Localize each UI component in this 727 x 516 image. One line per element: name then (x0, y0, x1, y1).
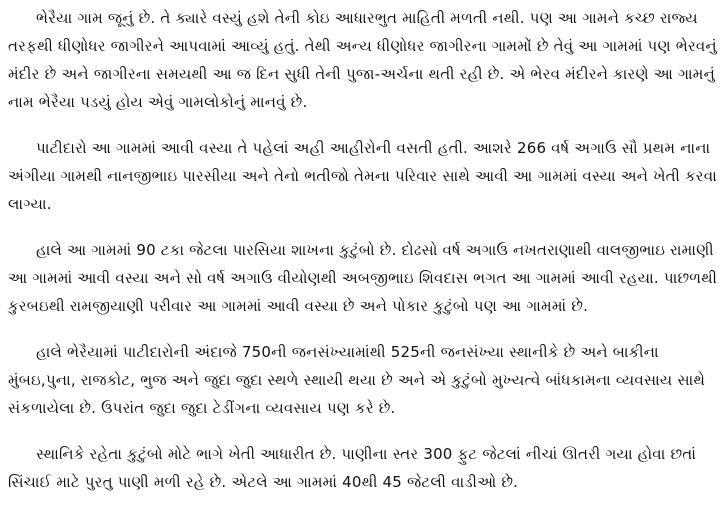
paragraph-4: હાલે ભેરૈયામાં પાટીદારોની અંદાજે 750ની જનસંખ્યામાંથી 525ની જનસંખ્યા સ્થાનીકે છે અને બાકીના મુંબઇ,પુના, રાજકોટ, ભુજ અને જુદા જુદા સ્થળે સ્થાયી થયા છે અને એ કુટુંબો મુખ્યત્વે બાંધકામના વ્યવસાય સાથે સંકળાયેલા છે. ઉપરાંત જુદા જુદા ટેડીંગના વ્યવસાય પણ કરે છે. (8, 343, 706, 417)
paragraph-5: સ્થાનિકે રહેતા કુટુંબો મોટે ભાગે ખેતી આધારીત છે. પાણીના સ્તર 300 ફુટ જેટલાં નીચાં ઊતરી ગયા હોવા છતાં સિંચાઈ માટે પુરતુ પાણી મળી રહે છે. એટલે આ ગામમાં 40થી 45 જેટલી વાડીઓ છે. (8, 445, 697, 491)
paragraph-3: હાલે આ ગામમાં 90 ટકા જેટલા પારસિયા શાખના કુટુંબો છે. દોઢસો વર્ષ અગાઉ નખતરાણાથી વાલજીભાઇ રામાણી આ ગામમાં આવી વસ્યા અને સો વર્ષ અગાઉ વીયોણથી અબજીભાઇ શિવદાસ ભગત આ ગામમાં આવી રહયા. પાછળથી કુરબઇથી રામજીયાણી પરીવાર આ ગામમાં આવી વસ્યા છે અને પોકાર કુટુંબો પણ આ ગામમાં છે. (8, 241, 718, 315)
paragraph-2: પાટીદારો આ ગામમાં આવી વસ્યા તે પહેલાં અહી આહીરોની વસતી હતી. આશરે 266 વર્ષ અગાઉ સૌ પ્રથમ નાના અંગીયા ગામથી નાનજીભાઇ પારસીયા અને તેનો ભતીજો તેમના પરિવાર સાથે આવી આ ગામમાં વસ્યા અને ખેતી કરવા લાગ્યા. (8, 139, 717, 213)
paragraph-1: ભેરૈયા ગામ જૂનું છે. તે ક્યારે વસ્યું હશે તેની કોઇ આધારભુત માહિતી મળતી નથી. પણ આ ગામને કચ્છ રાજ્ય તરફથી ધીણોધર જાગીરને આપવામાં આવ્યું હતું. તેથી અન્ય ધીણોધર જાગીરના ગામમોં છે તેવું આ ગામમાં પણ ભેરવનું મંદીર છે અને જાગીરના સમયથી આ જ દિન સુધી તેની પુજા-અર્ચના થતી રહી છે. એ ભેરવ મંદીરને કારણે આ ગામનું નામ ભેરૈયા પડયું હોય એવું ગામલોકોનું માનવું છે. (8, 9, 717, 111)
